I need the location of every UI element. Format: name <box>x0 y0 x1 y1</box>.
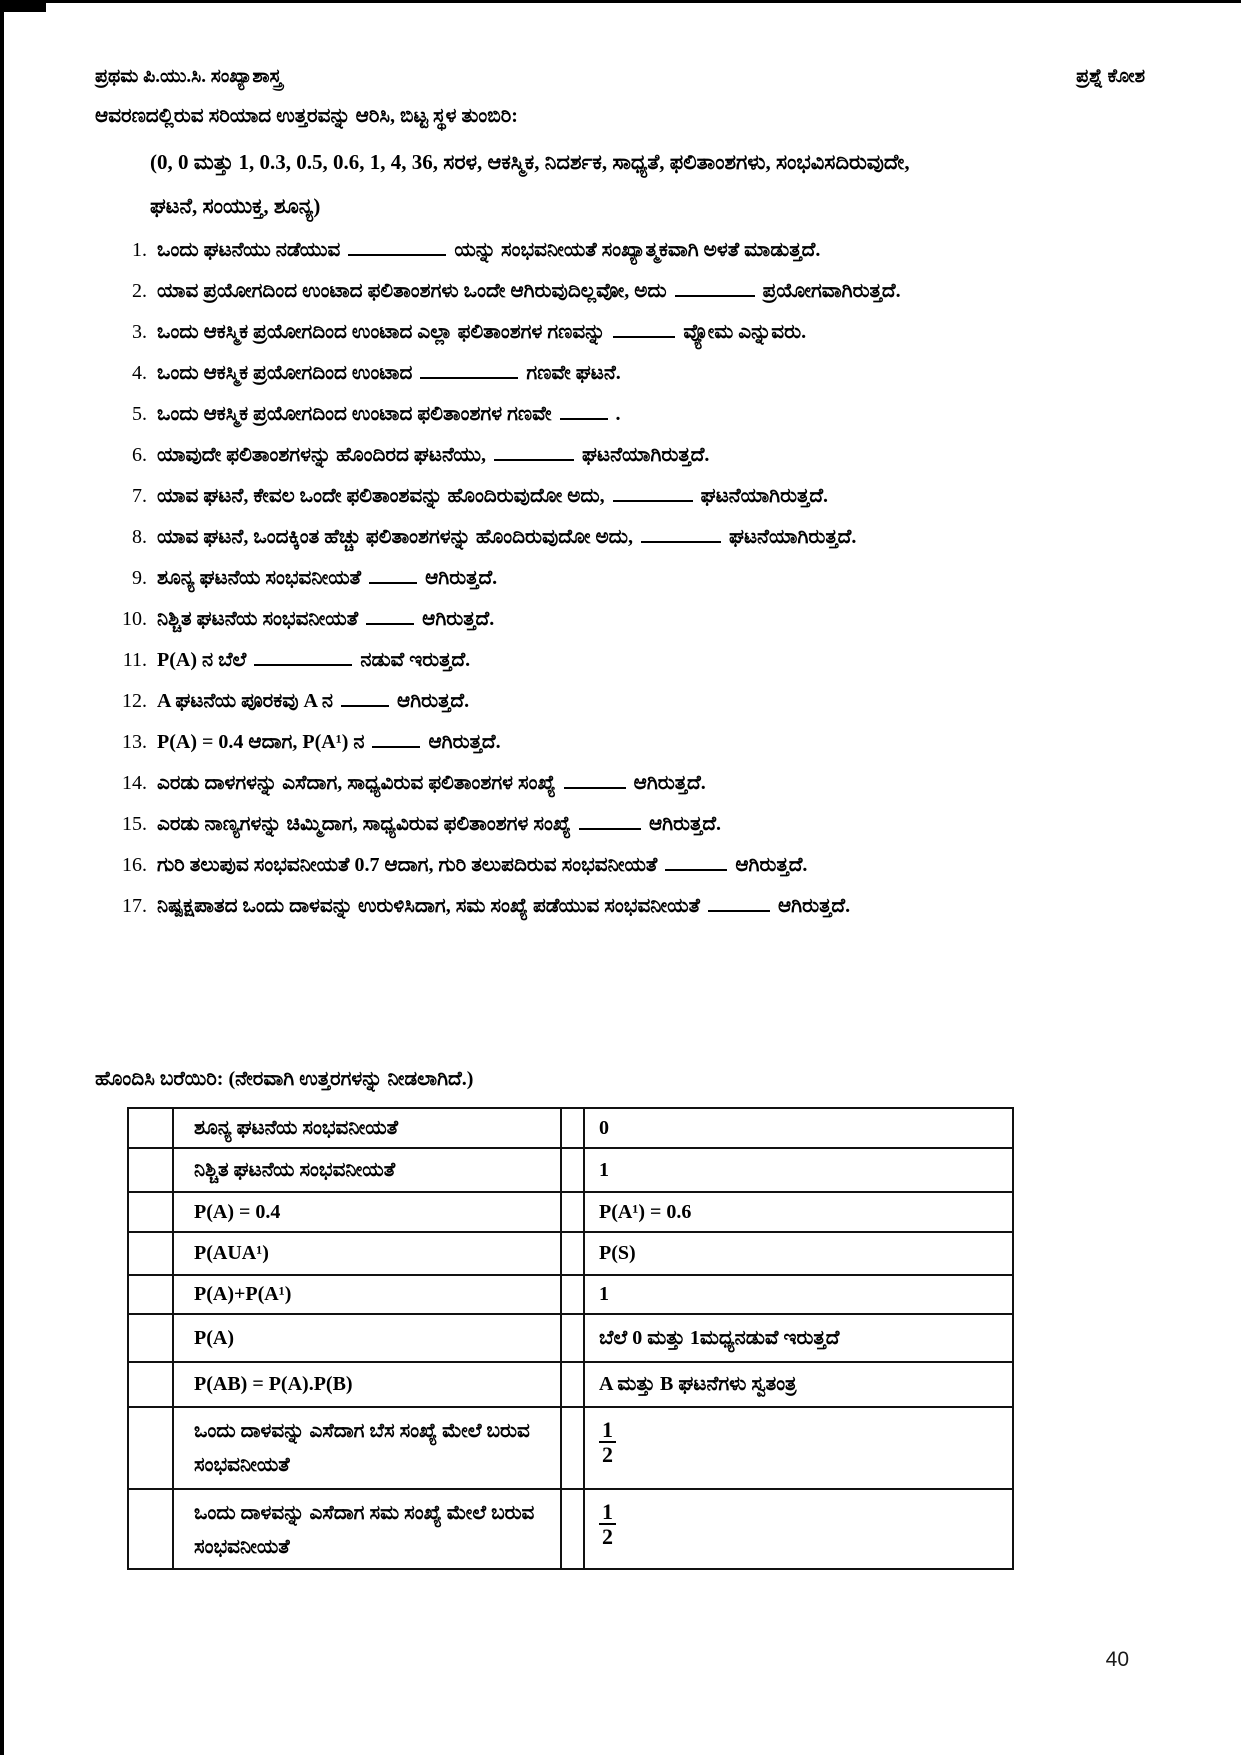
question-number: 1. <box>132 239 147 261</box>
table-row <box>128 1108 1013 1148</box>
match-right-cell: 1 <box>584 1148 1013 1192</box>
question-post: ಆಗಿರುತ್ತದೆ. <box>777 895 851 917</box>
question-pre: ಯಾವ ಘಟನೆ, ಕೇವಲ ಒಂದೇ ಫಲಿತಾಂಶವನ್ನು ಹೊಂದಿರುವುದೋ ಅದು, <box>157 485 605 507</box>
match-right-cell: P(S) <box>584 1232 1013 1275</box>
question-text <box>157 482 828 510</box>
scan-corner-artifact <box>0 0 46 12</box>
question-item-2 <box>95 277 1181 305</box>
question-item-3 <box>95 318 1181 346</box>
question-text <box>157 277 901 305</box>
match-left-cell: ನಿಶ್ಚಿತ ಘಟನೆಯ ಸಂಭವನೀಯತೆ <box>173 1148 561 1192</box>
question-text <box>157 605 494 633</box>
match-right-cell: A ಮತ್ತು B ಘಟನೆಗಳು ಸ್ವತಂತ್ರ <box>584 1362 1013 1407</box>
match-left-cell: P(AB) = P(A).P(B) <box>173 1362 561 1407</box>
page-number: 40 <box>1105 1648 1129 1671</box>
question-post: ಗಣವೇ ಘಟನೆ. <box>526 362 621 384</box>
scan-edge-left <box>0 0 4 1755</box>
question-pre: ಯಾವ ಘಟನೆ, ಒಂದಕ್ಕಿಂತ ಹೆಚ್ಚು ಫಲಿತಾಂಶಗಳನ್ನು ಹೊಂದಿರುವುದೋ ಅದು, <box>157 526 633 548</box>
answer-options-block <box>95 140 1095 228</box>
question-post: ಆಗಿರುತ್ತದೆ. <box>397 690 470 712</box>
match-spacer-cell <box>561 1275 584 1314</box>
question-text <box>157 851 807 879</box>
question-post: ಆಗಿರುತ್ತದೆ. <box>428 731 501 753</box>
question-text <box>157 769 706 797</box>
question-item-12 <box>95 687 1181 715</box>
fill-in-the-blank-list <box>95 236 1181 920</box>
question-number: 6. <box>132 444 147 466</box>
question-text <box>157 523 856 551</box>
question-item-14 <box>95 769 1181 797</box>
page-header <box>95 66 1181 88</box>
match-blank-cell <box>128 1108 173 1148</box>
fraction-one-half <box>599 1418 616 1466</box>
question-post: ಘಟನೆಯಾಗಿರುತ್ತದೆ. <box>728 526 857 548</box>
question-pre: ಶೂನ್ಯ ಘಟನೆಯ ಸಂಭವನೀಯತೆ <box>157 567 362 589</box>
question-text <box>157 892 850 920</box>
match-blank-cell <box>128 1192 173 1232</box>
question-pre: P(A) ನ ಬೆಲೆ <box>157 649 247 671</box>
blank-line <box>708 909 770 912</box>
question-post: ಆಗಿರುತ್ತದೆ. <box>425 567 498 589</box>
question-item-15 <box>95 810 1181 838</box>
blank-line <box>665 868 727 871</box>
scan-edge-top <box>0 0 1241 3</box>
question-item-5 <box>95 400 1181 428</box>
question-number: 11. <box>122 649 147 671</box>
table-row <box>128 1489 1013 1569</box>
question-post: ಆಗಿರುತ್ತದೆ. <box>648 813 722 835</box>
blank-line <box>369 581 417 584</box>
match-left-cell: P(A) <box>173 1314 561 1362</box>
question-item-8 <box>95 523 1181 551</box>
blank-line <box>366 622 414 625</box>
fraction-one-half <box>599 1500 616 1548</box>
document-subtitle: ಪ್ರಶ್ನೆ ಕೋಶ <box>1076 66 1145 87</box>
document-title: ಪ್ರಥಮ ಪಿ.ಯು.ಸಿ. ಸಂಖ್ಯಾಶಾಸ್ತ್ರ <box>95 66 282 87</box>
match-left-cell: ಒಂದು ದಾಳವನ್ನು ಎಸೆದಾಗ ಸಮ ಸಂಖ್ಯೆ ಮೇಲೆ ಬರುವ ಸಂಭವನೀಯತೆ <box>173 1489 561 1569</box>
match-right-cell <box>584 1489 1013 1569</box>
question-pre: P(A) = 0.4 ಆದಾಗ, P(A¹) ನ <box>157 731 365 753</box>
match-section-heading: ಹೊಂದಿಸಿ ಬರೆಯಿರಿ: (ನೇರವಾಗಿ ಉತ್ತರಗಳನ್ನು ನೀಡಲಾಗಿದೆ.) <box>95 1068 474 1090</box>
fraction-denominator: 2 <box>602 1524 613 1550</box>
question-item-4 <box>95 359 1181 387</box>
match-spacer-cell <box>561 1362 584 1407</box>
match-blank-cell <box>128 1489 173 1569</box>
fraction-numerator: 1 <box>599 1500 616 1525</box>
question-pre: ಗುರಿ ತಲುಪುವ ಸಂಭವನೀಯತೆ 0.7 ಆದಾಗ, ಗುರಿ ತಲುಪದಿರುವ ಸಂಭವನೀಯತೆ <box>157 854 658 876</box>
blank-line <box>675 294 755 297</box>
blank-line <box>494 458 574 461</box>
question-pre: ನಿಷ್ಪಕ್ಷಪಾತದ ಒಂದು ದಾಳವನ್ನು ಉರುಳಿಸಿದಾಗ, ಸಮ ಸಂಖ್ಯೆ ಪಡೆಯುವ ಸಂಭವನೀಯತೆ <box>157 895 700 917</box>
question-number: 14. <box>122 772 147 794</box>
match-spacer-cell <box>561 1232 584 1275</box>
question-number: 10. <box>122 608 147 630</box>
match-right-cell: P(A¹) = 0.6 <box>584 1192 1013 1232</box>
blank-line <box>372 745 420 748</box>
question-number: 17. <box>122 895 147 917</box>
question-text <box>157 687 469 715</box>
match-left-cell: P(A)+P(A¹) <box>173 1275 561 1314</box>
question-post: ವ್ಯೋಮ ಎನ್ನುವರು. <box>683 321 807 343</box>
question-text <box>157 646 470 674</box>
question-post: ಪ್ರಯೋಗವಾಗಿರುತ್ತದೆ. <box>762 280 901 302</box>
match-right-cell: 1 <box>584 1275 1013 1314</box>
blank-line <box>564 786 626 789</box>
question-text <box>157 400 621 428</box>
question-item-17 <box>95 892 1181 920</box>
blank-line <box>641 540 721 543</box>
match-blank-cell <box>128 1232 173 1275</box>
blank-line <box>560 417 608 420</box>
question-post: ಘಟನೆಯಾಗಿರುತ್ತದೆ. <box>700 485 829 507</box>
question-number: 12. <box>122 690 147 712</box>
question-text <box>157 728 501 756</box>
table-row <box>128 1314 1013 1362</box>
question-pre: ಯಾವುದೇ ಫಲಿತಾಂಶಗಳನ್ನು ಹೊಂದಿರದ ಘಟನೆಯು, <box>157 444 486 466</box>
fraction-numerator: 1 <box>599 1418 616 1443</box>
question-pre: ಎರಡು ನಾಣ್ಯಗಳನ್ನು ಚಿಮ್ಮಿದಾಗ, ಸಾಧ್ಯವಿರುವ ಫಲಿತಾಂಶಗಳ ಸಂಖ್ಯೆ <box>157 813 571 835</box>
match-spacer-cell <box>561 1108 584 1148</box>
blank-line <box>348 253 446 256</box>
question-post: ಆಗಿರುತ್ತದೆ. <box>735 854 808 876</box>
question-text <box>157 318 806 346</box>
question-number: 3. <box>132 321 147 343</box>
match-left-cell: P(AUA¹) <box>173 1232 561 1275</box>
table-row <box>128 1275 1013 1314</box>
blank-line <box>254 663 352 666</box>
match-blank-cell <box>128 1362 173 1407</box>
question-post: ನಡುವೆ ಇರುತ್ತದೆ. <box>360 649 471 671</box>
blank-line <box>613 499 693 502</box>
match-spacer-cell <box>561 1407 584 1489</box>
blank-line <box>420 376 518 379</box>
question-number: 5. <box>132 403 147 425</box>
match-left-cell: P(A) = 0.4 <box>173 1192 561 1232</box>
question-post: ಯನ್ನು ಸಂಭವನೀಯತೆ ಸಂಖ್ಯಾತ್ಮಕವಾಗಿ ಅಳತೆ ಮಾಡುತ್ತದೆ. <box>454 239 821 261</box>
match-left-cell: ಶೂನ್ಯ ಘಟನೆಯ ಸಂಭವನೀಯತೆ <box>173 1108 561 1148</box>
question-pre: ಯಾವ ಪ್ರಯೋಗದಿಂದ ಉಂಟಾದ ಫಲಿತಾಂಶಗಳು ಒಂದೇ ಆಗಿರುವುದಿಲ್ಲವೋ, ಅದು <box>157 280 667 302</box>
question-item-7 <box>95 482 1181 510</box>
question-number: 4. <box>132 362 147 384</box>
match-table <box>127 1107 1014 1570</box>
answer-options-line2: ಘಟನೆ, ಸಂಯುಕ್ತ, ಶೂನ್ಯ) <box>150 194 321 218</box>
match-right-cell: ಬೆಲೆ 0 ಮತ್ತು 1ಮಧ್ಯನಡುವೆ ಇರುತ್ತದೆ <box>584 1314 1013 1362</box>
question-pre: ಒಂದು ಆಕಸ್ಮಿಕ ಪ್ರಯೋಗದಿಂದ ಉಂಟಾದ <box>157 362 413 384</box>
question-text <box>157 810 721 838</box>
question-number: 15. <box>122 813 147 835</box>
question-number: 16. <box>122 854 147 876</box>
question-text <box>157 359 621 387</box>
question-item-16 <box>95 851 1181 879</box>
match-blank-cell <box>128 1148 173 1192</box>
match-right-cell <box>584 1407 1013 1489</box>
question-number: 7. <box>132 485 147 507</box>
instruction-line: ಆವರಣದಲ್ಲಿರುವ ಸರಿಯಾದ ಉತ್ತರವನ್ನು ಆರಿಸಿ, ಬಿಟ್ಟ ಸ್ಥಳ ತುಂಬಿರಿ: <box>95 105 518 127</box>
question-post: . <box>615 403 621 425</box>
question-pre: ಒಂದು ಆಕಸ್ಮಿಕ ಪ್ರಯೋಗದಿಂದ ಉಂಟಾದ ಎಲ್ಲಾ ಫಲಿತಾಂಶಗಳ ಗಣವನ್ನು <box>157 321 606 343</box>
question-item-6 <box>95 441 1181 469</box>
question-pre: ಒಂದು ಘಟನೆಯು ನಡೆಯುವ <box>157 239 341 261</box>
table-row <box>128 1148 1013 1192</box>
question-pre: A ಘಟನೆಯ ಪೂರಕವು A ನ <box>157 690 333 712</box>
table-row <box>128 1362 1013 1407</box>
question-post: ಆಗಿರುತ್ತದೆ. <box>422 608 495 630</box>
question-pre: ಒಂದು ಆಕಸ್ಮಿಕ ಪ್ರಯೋಗದಿಂದ ಉಂಟಾದ ಫಲಿತಾಂಶಗಳ ಗಣವೇ <box>157 403 552 425</box>
question-number: 2. <box>132 280 147 302</box>
question-post: ಘಟನೆಯಾಗಿರುತ್ತದೆ. <box>582 444 710 466</box>
blank-line <box>579 827 641 830</box>
question-item-9 <box>95 564 1181 592</box>
question-post: ಆಗಿರುತ್ತದೆ. <box>633 772 706 794</box>
question-text <box>157 441 709 469</box>
blank-line <box>613 335 675 338</box>
answer-options-line1: (0, 0 ಮತ್ತು 1, 0.3, 0.5, 0.6, 1, 4, 36, ಸರಳ, ಆಕಸ್ಮಿಕ, ನಿದರ್ಶಕ, ಸಾಧ್ಯತೆ, ಫಲಿತಾಂಶಗಳು, ಸಂಭವಿಸದಿರುವುದೇ, <box>150 150 910 174</box>
question-item-1 <box>95 236 1181 264</box>
match-blank-cell <box>128 1314 173 1362</box>
question-item-13 <box>95 728 1181 756</box>
table-row <box>128 1192 1013 1232</box>
question-text <box>157 564 497 592</box>
blank-line <box>341 704 389 707</box>
fraction-denominator: 2 <box>602 1442 613 1468</box>
question-number: 9. <box>132 567 147 589</box>
question-number: 13. <box>122 731 147 753</box>
table-row <box>128 1407 1013 1489</box>
table-row <box>128 1232 1013 1275</box>
match-spacer-cell <box>561 1314 584 1362</box>
question-text <box>157 236 820 264</box>
match-blank-cell <box>128 1275 173 1314</box>
question-number: 8. <box>132 526 147 548</box>
question-item-10 <box>95 605 1181 633</box>
match-left-cell: ಒಂದು ದಾಳವನ್ನು ಎಸೆದಾಗ ಬೆಸ ಸಂಖ್ಯೆ ಮೇಲೆ ಬರುವ ಸಂಭವನೀಯತೆ <box>173 1407 561 1489</box>
question-item-11 <box>95 646 1181 674</box>
match-right-cell: 0 <box>584 1108 1013 1148</box>
question-pre: ನಿಶ್ಚಿತ ಘಟನೆಯ ಸಂಭವನೀಯತೆ <box>157 608 359 630</box>
match-spacer-cell <box>561 1192 584 1232</box>
match-spacer-cell <box>561 1148 584 1192</box>
match-spacer-cell <box>561 1489 584 1569</box>
question-pre: ಎರಡು ದಾಳಗಳನ್ನು ಎಸೆದಾಗ, ಸಾಧ್ಯವಿರುವ ಫಲಿತಾಂಶಗಳ ಸಂಖ್ಯೆ <box>157 772 556 794</box>
match-blank-cell <box>128 1407 173 1489</box>
